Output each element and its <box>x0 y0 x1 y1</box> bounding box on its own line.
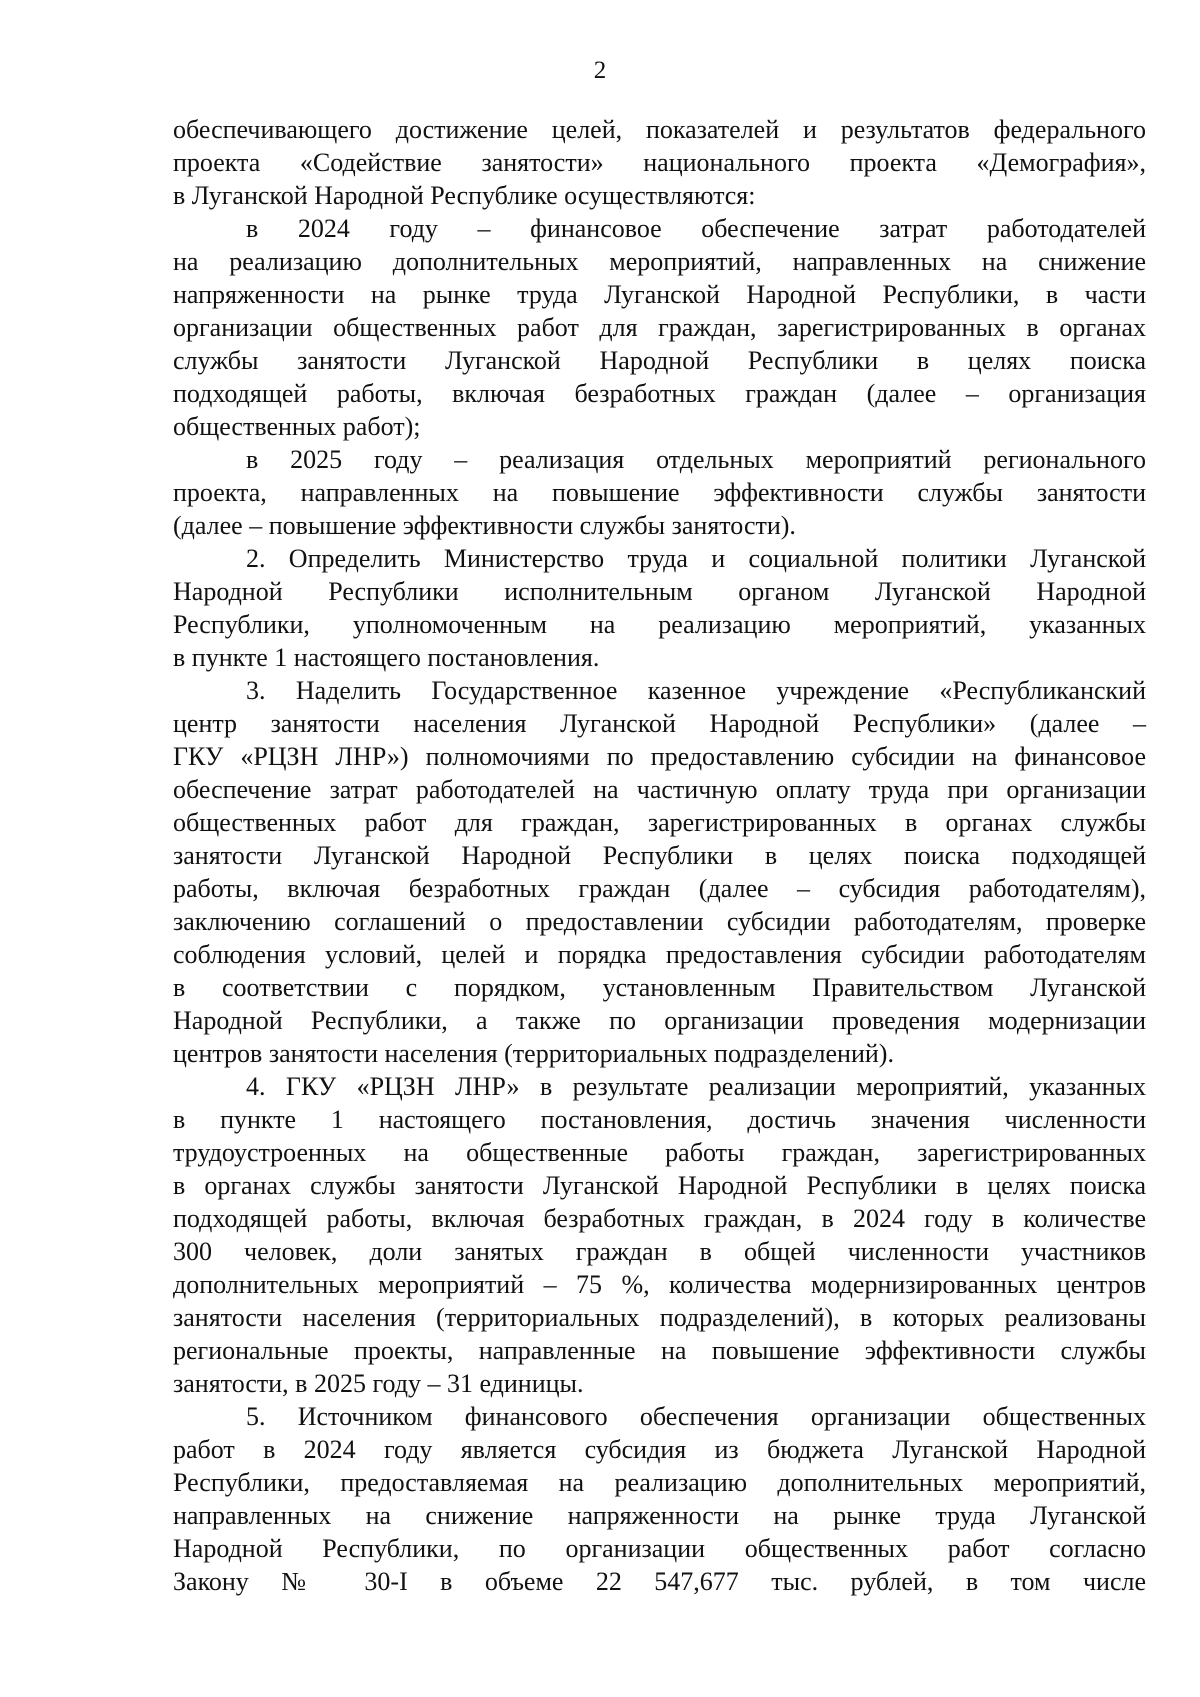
text-line: напряженности на рынке труда Луганской Народной Республики, в части <box>173 280 1146 309</box>
text-line: обеспечение затрат работодателей на частичную оплату труда при организации <box>173 775 1146 804</box>
text-line: в 2024 году – финансовое обеспечение затрат работодателей <box>246 214 1146 243</box>
text-line: в органах службы занятости Луганской Народной Республики в целях поиска <box>173 1171 1146 1200</box>
text-line: Республики, предоставляемая на реализацию дополнительных мероприятий, <box>173 1468 1146 1497</box>
paragraph <box>173 542 1146 674</box>
text-line: 5. Источником финансового обеспечения организации общественных <box>246 1402 1146 1431</box>
text-line: в пункте 1 настоящего постановления, достичь значения численности <box>173 1105 1146 1134</box>
text-line: общественных работ); <box>173 412 421 441</box>
text-line: занятости населения (территориальных подразделений), в которых реализованы <box>173 1303 1146 1332</box>
text-line: подходящей работы, включая безработных граждан, в 2024 году в количестве <box>173 1204 1146 1233</box>
text-line: 4. ГКУ «РЦЗН ЛНР» в результате реализации мероприятий, указанных <box>246 1072 1146 1101</box>
text-line: работ в 2024 году является субсидия из бюджета Луганской Народной <box>173 1435 1146 1464</box>
text-line: проекта, направленных на повышение эффективности службы занятости <box>173 478 1146 507</box>
text-line: 2. Определить Министерство труда и социальной политики Луганской <box>246 544 1146 573</box>
text-line: направленных на снижение напряженности на рынке труда Луганской <box>173 1501 1146 1530</box>
paragraph <box>173 1400 1146 1598</box>
text-line: на реализацию дополнительных мероприятий, направленных на снижение <box>173 247 1146 276</box>
text-line: в соответствии с порядком, установленным Правительством Луганской <box>173 973 1146 1002</box>
text-line: работы, включая безработных граждан (далее – субсидия работодателям), <box>173 874 1146 903</box>
text-line: занятости, в 2025 году – 31 единицы. <box>173 1369 584 1398</box>
text-line: в 2025 году – реализация отдельных мероприятий регионального <box>246 445 1146 474</box>
text-line: ГКУ «РЦЗН ЛНР») полномочиями по предоставлению субсидии на финансовое <box>173 742 1146 771</box>
text-line: проекта «Содействие занятости» национального проекта «Демография», <box>173 148 1146 177</box>
text-line: (далее – повышение эффективности службы занятости). <box>173 511 796 540</box>
text-line: обеспечивающего достижение целей, показателей и результатов федерального <box>173 115 1146 144</box>
text-line: центров занятости населения (территориальных подразделений). <box>173 1039 894 1068</box>
text-line: региональные проекты, направленные на повышение эффективности службы <box>173 1336 1146 1365</box>
paragraph <box>173 212 1146 443</box>
text-line: 3. Наделить Государственное казенное учреждение «Республиканский <box>246 676 1146 705</box>
paragraph <box>173 113 1146 212</box>
text-line: общественных работ для граждан, зарегистрированных в органах службы <box>173 808 1146 837</box>
text-line: подходящей работы, включая безработных граждан (далее – организация <box>173 379 1146 408</box>
text-line: Народной Республики, а также по организации проведения модернизации <box>173 1006 1146 1035</box>
text-line: занятости Луганской Народной Республики в целях поиска подходящей <box>173 841 1146 870</box>
text-line: в пункте 1 настоящего постановления. <box>173 643 600 672</box>
text-line: в Луганской Народной Республике осуществляются: <box>173 181 756 210</box>
text-line: организации общественных работ для граждан, зарегистрированных в органах <box>173 313 1146 342</box>
page-number: 2 <box>593 57 607 84</box>
text-line: соблюдения условий, целей и порядка предоставления субсидии работодателям <box>173 940 1146 969</box>
text-line: дополнительных мероприятий – 75 %, количества модернизированных центров <box>173 1270 1146 1299</box>
paragraph <box>173 443 1146 542</box>
text-line: трудоустроенных на общественные работы граждан, зарегистрированных <box>173 1138 1146 1167</box>
text-line: заключению соглашений о предоставлении субсидии работодателям, проверке <box>173 907 1146 936</box>
text-line: Закону № 30-I в объеме 22 547,677 тыс. рублей, в том числе <box>173 1567 1146 1596</box>
document-body <box>173 113 1146 1598</box>
paragraph <box>173 674 1146 1070</box>
paragraph <box>173 1070 1146 1400</box>
text-line: службы занятости Луганской Народной Республики в целях поиска <box>173 346 1146 375</box>
text-line: центр занятости населения Луганской Народной Республики» (далее – <box>173 709 1146 738</box>
text-line: 300 человек, доли занятых граждан в общей численности участников <box>173 1237 1146 1266</box>
text-line: Народной Республики, по организации общественных работ согласно <box>173 1534 1146 1563</box>
text-line: Народной Республики исполнительным органом Луганской Народной <box>173 577 1146 606</box>
text-line: Республики, уполномоченным на реализацию мероприятий, указанных <box>173 610 1146 639</box>
